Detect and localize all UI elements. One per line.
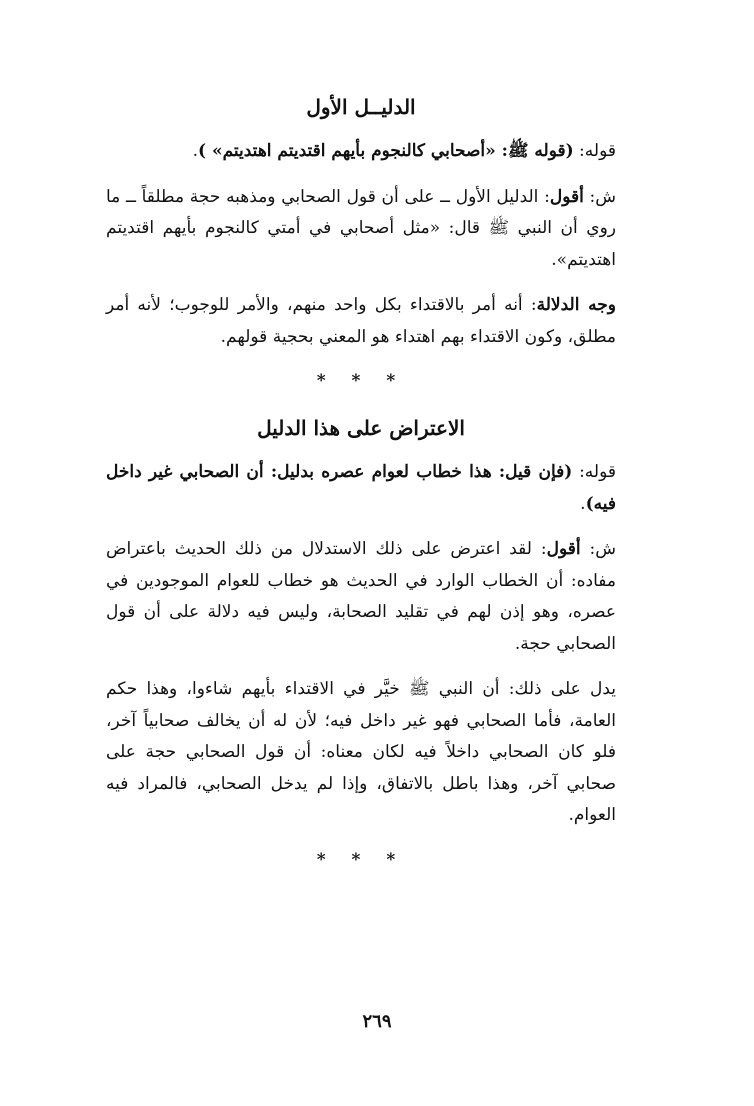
section-heading-first-evidence: الدليــل الأول	[306, 95, 416, 119]
commentary-lead: ش:	[580, 539, 616, 559]
quote-lead: قوله:	[573, 141, 616, 161]
quoted-text-paragraph	[106, 136, 616, 168]
page-body	[106, 92, 616, 892]
evidence-paragraph: يدل على ذلك: أن النبي ﷺ خيَّر في الاقتداء بأيهم شاءوا، وهذا حكم العامة، فأما الصحابي فهو غير داخل فيه؛ لأن له أن يخالف صحابياً آخر، فلو كان الصحابي داخلاً فيه لكان معناه: أن قول الصحابي حجة على صحابي آخر، وهذا باطل بالاتفاق، وإذا لم يدخل الصحابي، فالمراد فيه العوام.	[106, 679, 616, 825]
commentary-text: : لقد اعترض على ذلك الاستدلال من ذلك الحديث باعتراض مفاده: أن الخطاب الوارد في الحديث هو خطاب للعوام الموجودين في عصره، وهو إذن لهم في تقليد الصحابة، وليس فيه دلالة على أن قول الصحابي حجة.	[106, 539, 616, 654]
quote-lead: قوله:	[572, 462, 616, 482]
page-number: ٢٦٩	[362, 1011, 392, 1032]
section-separator: * * *	[316, 849, 406, 870]
commentary-bold: أقول	[549, 186, 584, 207]
inference-bold: وجه الدلالة	[536, 295, 616, 315]
quote-bold: (فإن قيل: هذا خطاب لعوام عصره بدليل: أن الصحابي غير داخل فيه)	[106, 462, 616, 514]
section-separator: * * *	[316, 371, 406, 391]
quote-tail: .	[192, 141, 198, 161]
inference-paragraph	[106, 290, 616, 353]
commentary-bold: أقول	[546, 539, 581, 559]
section-heading-objection: الاعتراض على هذا الدليل	[257, 416, 465, 440]
quoted-text-paragraph	[106, 457, 616, 520]
commentary-paragraph	[106, 534, 616, 660]
commentary-text: : الدليل الأول ــ على أن قول الصحابي ومذهبه حجة مطلقاً ــ ما روي أن النبي ﷺ قال: «مثل أصحابي في أمتي كالنجوم بأيهم اقتديتم اهتديتم».	[106, 186, 616, 270]
commentary-lead: ش:	[583, 186, 616, 207]
inference-text: : أنه أمر بالاقتداء بكل واحد منهم، والأمر للوجوب؛ لأنه أمر مطلق، وكون الاقتداء بهم اهتداء هو المعني بحجية قولهم.	[106, 295, 616, 347]
quote-bold: (قوله ﷺ: «أصحابي كالنجوم بأيهم اقتديتم اهتديتم» )	[198, 141, 574, 161]
quote-tail: .	[580, 493, 586, 514]
commentary-paragraph	[106, 182, 616, 277]
